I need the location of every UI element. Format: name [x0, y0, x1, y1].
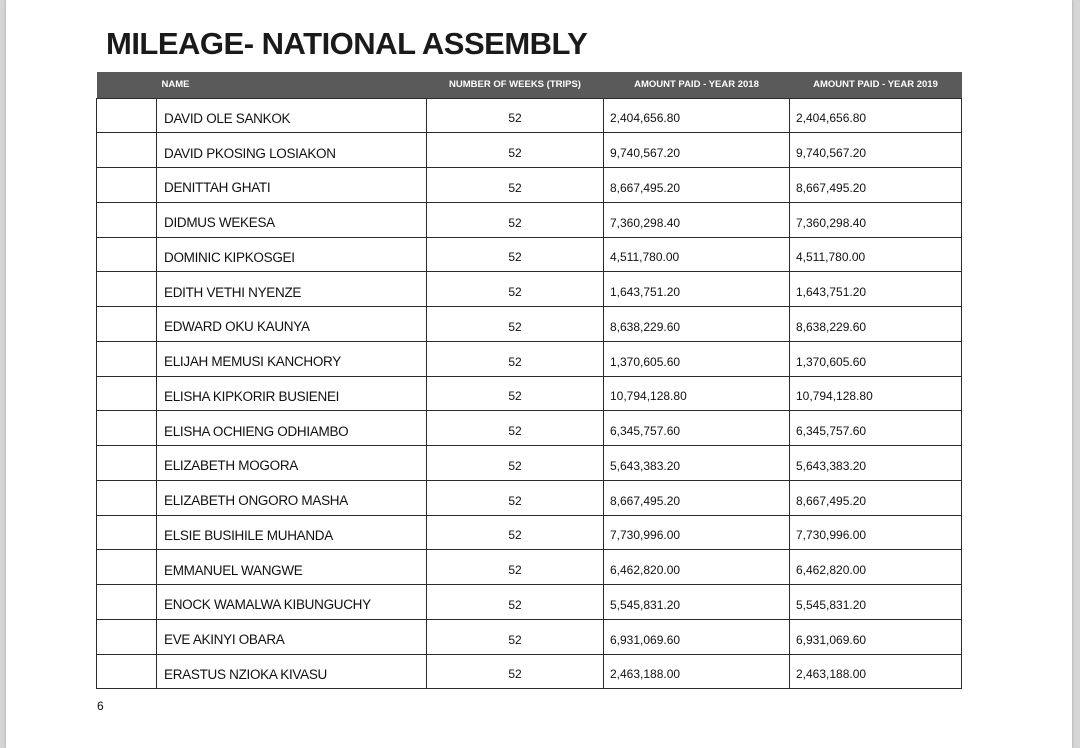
row-blank-cell [97, 585, 157, 620]
row-amount-2019-cell: 5,643,383.20 [790, 446, 962, 481]
row-name-cell: EDITH VETHI NYENZE [157, 272, 427, 307]
table-row [97, 654, 962, 689]
row-name-cell: DAVID OLE SANKOK [157, 98, 427, 133]
header-name: NAME [161, 79, 190, 91]
row-amount-2018-cell: 6,931,069.60 [604, 619, 790, 654]
row-amount-2018-cell: 10,794,128.80 [604, 376, 790, 411]
row-weeks-cell: 52 [427, 307, 604, 342]
row-amount-2018-cell: 8,667,495.20 [604, 480, 790, 515]
row-amount-2019-cell: 2,463,188.00 [790, 654, 962, 689]
row-blank-cell [97, 376, 157, 411]
row-name-cell: ERASTUS NZIOKA KIVASU [157, 654, 427, 689]
header-weeks: NUMBER OF WEEKS (TRIPS) [449, 79, 581, 91]
table-row [97, 237, 962, 272]
row-amount-2018-cell: 1,370,605.60 [604, 341, 790, 376]
row-blank-cell [97, 480, 157, 515]
table-header [97, 72, 962, 98]
page-title: MILEAGE- NATIONAL ASSEMBLY [106, 26, 588, 61]
row-amount-2019-cell: 8,667,495.20 [790, 480, 962, 515]
row-name-cell: ENOCK WAMALWA KIBUNGUCHY [157, 585, 427, 620]
row-name-cell: ELISHA KIPKORIR BUSIENEI [157, 376, 427, 411]
table-row [97, 307, 962, 342]
row-amount-2019-cell: 1,643,751.20 [790, 272, 962, 307]
table-row [97, 619, 962, 654]
row-weeks-cell: 52 [427, 585, 604, 620]
row-amount-2019-cell: 9,740,567.20 [790, 133, 962, 168]
table-row [97, 341, 962, 376]
row-amount-2018-cell: 8,667,495.20 [604, 168, 790, 203]
row-name-cell: DIDMUS WEKESA [157, 202, 427, 237]
row-weeks-cell: 52 [427, 654, 604, 689]
document-page [6, 0, 1072, 748]
row-weeks-cell: 52 [427, 341, 604, 376]
table-body [97, 98, 962, 689]
mileage-table [96, 72, 962, 689]
table-row [97, 272, 962, 307]
row-amount-2018-cell: 6,345,757.60 [604, 411, 790, 446]
header-amount-2018: AMOUNT PAID - YEAR 2018 [634, 79, 759, 91]
row-amount-2019-cell: 2,404,656.80 [790, 98, 962, 133]
row-amount-2018-cell: 2,463,188.00 [604, 654, 790, 689]
row-name-cell: ELSIE BUSIHILE MUHANDA [157, 515, 427, 550]
row-blank-cell [97, 237, 157, 272]
row-name-cell: ELIZABETH ONGORO MASHA [157, 480, 427, 515]
row-blank-cell [97, 168, 157, 203]
row-blank-cell [97, 411, 157, 446]
row-weeks-cell: 52 [427, 619, 604, 654]
row-amount-2019-cell: 6,462,820.00 [790, 550, 962, 585]
table-row [97, 585, 962, 620]
header-blank-cell [97, 72, 157, 98]
row-blank-cell [97, 272, 157, 307]
row-name-cell: DENITTAH GHATI [157, 168, 427, 203]
row-amount-2019-cell: 5,545,831.20 [790, 585, 962, 620]
row-amount-2019-cell: 7,360,298.40 [790, 202, 962, 237]
row-amount-2018-cell: 7,360,298.40 [604, 202, 790, 237]
table-row [97, 446, 962, 481]
row-name-cell: EDWARD OKU KAUNYA [157, 307, 427, 342]
row-blank-cell [97, 654, 157, 689]
row-amount-2019-cell: 6,931,069.60 [790, 619, 962, 654]
table-row [97, 411, 962, 446]
row-name-cell: DAVID PKOSING LOSIAKON [157, 133, 427, 168]
row-weeks-cell: 52 [427, 376, 604, 411]
row-weeks-cell: 52 [427, 202, 604, 237]
row-amount-2018-cell: 4,511,780.00 [604, 237, 790, 272]
row-amount-2018-cell: 1,643,751.20 [604, 272, 790, 307]
row-weeks-cell: 52 [427, 98, 604, 133]
row-name-cell: EVE AKINYI OBARA [157, 619, 427, 654]
row-weeks-cell: 52 [427, 550, 604, 585]
header-amount-2019: AMOUNT PAID - YEAR 2019 [813, 79, 938, 91]
table-row [97, 98, 962, 133]
row-amount-2018-cell: 8,638,229.60 [604, 307, 790, 342]
row-weeks-cell: 52 [427, 411, 604, 446]
row-blank-cell [97, 133, 157, 168]
row-weeks-cell: 52 [427, 446, 604, 481]
row-amount-2018-cell: 2,404,656.80 [604, 98, 790, 133]
row-weeks-cell: 52 [427, 133, 604, 168]
row-weeks-cell: 52 [427, 480, 604, 515]
row-blank-cell [97, 515, 157, 550]
row-amount-2019-cell: 7,730,996.00 [790, 515, 962, 550]
row-blank-cell [97, 98, 157, 133]
row-amount-2018-cell: 5,643,383.20 [604, 446, 790, 481]
row-amount-2018-cell: 7,730,996.00 [604, 515, 790, 550]
row-blank-cell [97, 307, 157, 342]
row-blank-cell [97, 341, 157, 376]
row-amount-2018-cell: 9,740,567.20 [604, 133, 790, 168]
table-row [97, 515, 962, 550]
row-name-cell: DOMINIC KIPKOSGEI [157, 237, 427, 272]
row-name-cell: ELIZABETH MOGORA [157, 446, 427, 481]
table-row [97, 550, 962, 585]
table-row [97, 480, 962, 515]
row-weeks-cell: 52 [427, 168, 604, 203]
table-row [97, 168, 962, 203]
row-name-cell: ELISHA OCHIENG ODHIAMBO [157, 411, 427, 446]
page-number: 6 [97, 699, 104, 713]
header-row [97, 72, 962, 98]
row-blank-cell [97, 550, 157, 585]
row-amount-2019-cell: 8,638,229.60 [790, 307, 962, 342]
table-row [97, 133, 962, 168]
row-blank-cell [97, 619, 157, 654]
table-row [97, 202, 962, 237]
row-weeks-cell: 52 [427, 272, 604, 307]
table-row [97, 376, 962, 411]
row-amount-2019-cell: 6,345,757.60 [790, 411, 962, 446]
row-blank-cell [97, 446, 157, 481]
row-amount-2019-cell: 4,511,780.00 [790, 237, 962, 272]
row-weeks-cell: 52 [427, 237, 604, 272]
row-amount-2019-cell: 1,370,605.60 [790, 341, 962, 376]
row-amount-2019-cell: 10,794,128.80 [790, 376, 962, 411]
row-amount-2018-cell: 5,545,831.20 [604, 585, 790, 620]
row-amount-2019-cell: 8,667,495.20 [790, 168, 962, 203]
row-weeks-cell: 52 [427, 515, 604, 550]
row-amount-2018-cell: 6,462,820.00 [604, 550, 790, 585]
row-name-cell: EMMANUEL WANGWE [157, 550, 427, 585]
row-blank-cell [97, 202, 157, 237]
row-name-cell: ELIJAH MEMUSI KANCHORY [157, 341, 427, 376]
